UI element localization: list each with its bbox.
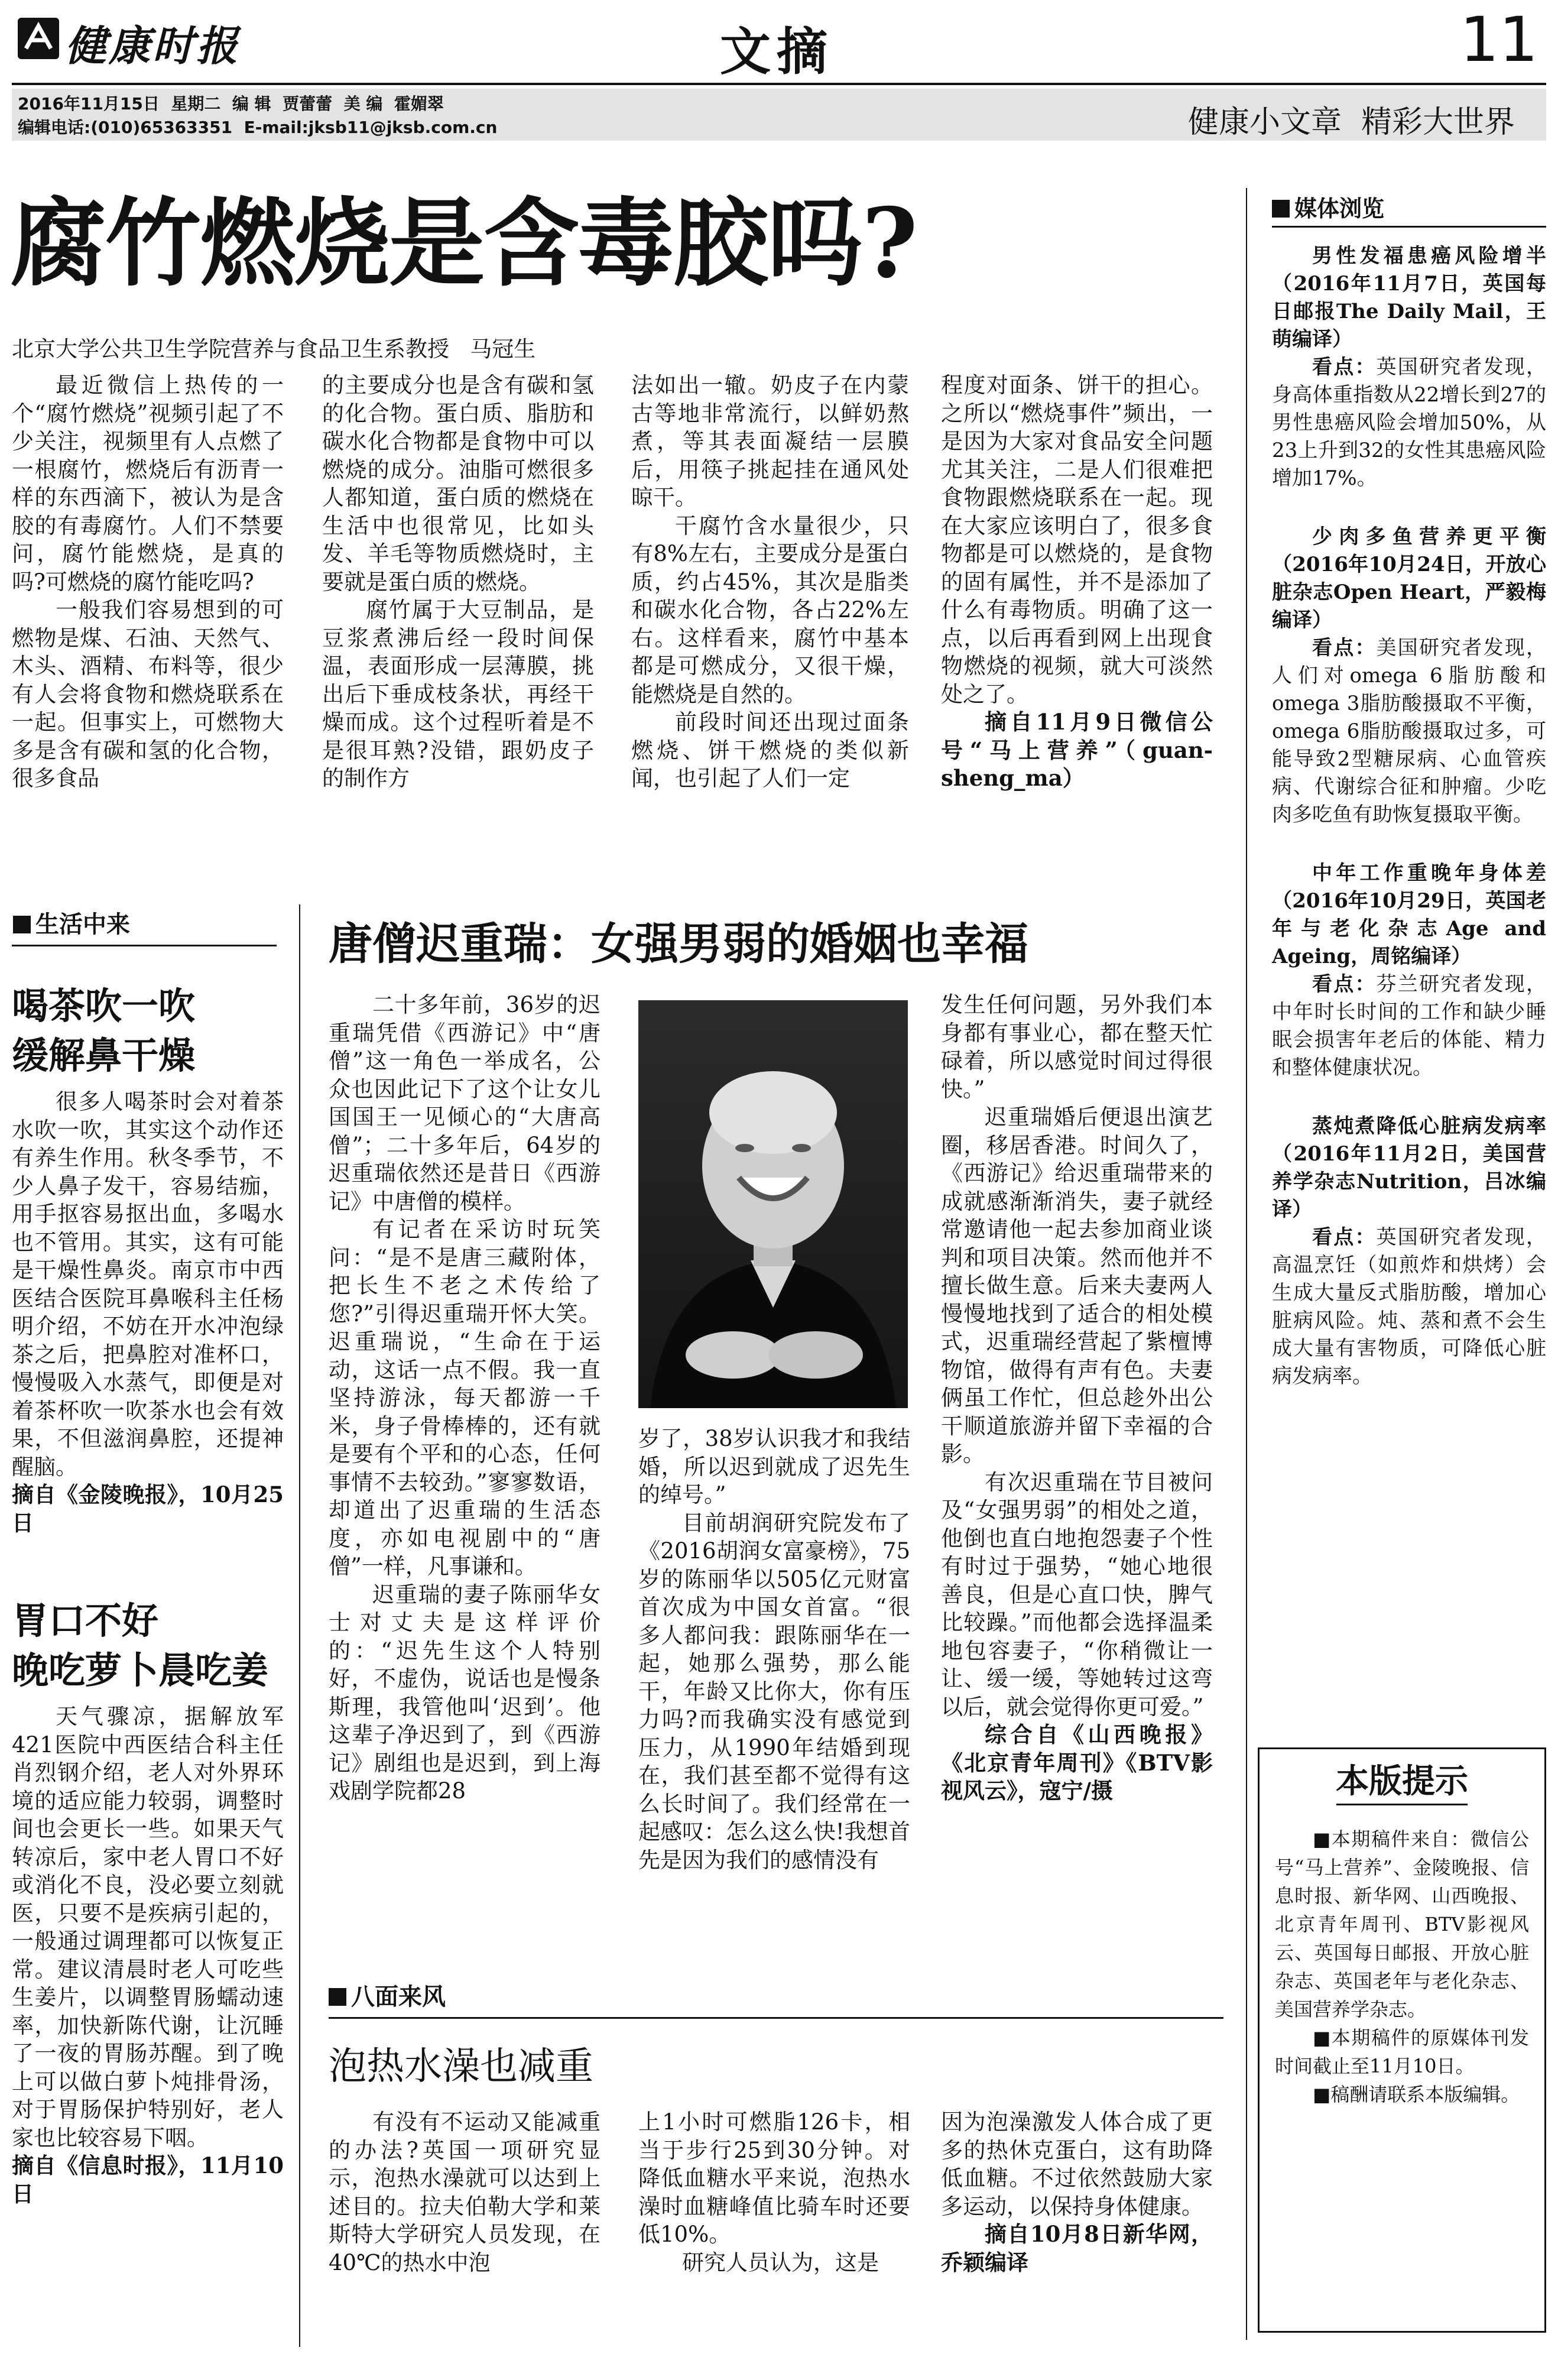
media-item-text: 英国研究者发现，身高体重指数从22增长到27的男性患癌风险会增加50%，从23上升到32的女性其患癌风险增加17%。 [1272,355,1547,490]
media-item-text: 英国研究者发现，高温烹饪（如煎炸和烘烤）会生成大量反式脂肪酸，增加心脏病风险。炖、蒸和煮不会生成大量有害物质，可降低心脏病发病率。 [1272,1225,1547,1388]
lead-byline: 北京大学公共卫生学院营养与食品卫生系教授 马冠生 [12,336,536,362]
bamian-col-2 [638,2108,910,2277]
bamian-source: 摘自10月8日新华网，乔颖编译 [941,2221,1213,2275]
notice-title-rule [1336,1804,1468,1805]
notice-box [1258,1747,1546,2333]
life-article1-paragraph: 很多人喝茶时会对着茶水吹一吹，其实这个动作还有养生作用。秋冬季节，不少人鼻子发干，容易结痂，用手抠容易抠出血，多喝水也不管用。其实，这有可能是干燥性鼻炎。南京市中西医结合医院耳鼻喉科主任杨明介绍，不妨在开水冲泡绿茶之后，把鼻腔对准杯口，慢慢吸入水蒸气，即便是对着茶杯吹一吹茶水也会有效果，不但滋润鼻腔，还提神醒脑。 [12,1089,284,1480]
square-bullet-icon [1272,200,1290,218]
media-item-text: 美国研究者发现，人们对omega 6脂肪酸和omega 3脂肪酸摄取不平衡，omega 6脂肪酸摄取过多，可能导致2型糖尿病、心血管疾病、代谢综合征和肿瘤。少吃肉多吃鱼有助恢复摄取平衡。 [1272,636,1547,826]
notice-item: ■本期稿件的原媒体刊发时间截止至11月10日。 [1275,2026,1529,2077]
life-article2-title [12,1596,268,1695]
story-paragraph: 二十多年前，36岁的迟重瑞凭借《西游记》中“唐僧”这一角色一举成名，公众也因此记下了这个让女儿国国王一见倾心的“大唐高僧”；二十多年后，64岁的迟重瑞依然还是昔日《西游记》中唐僧的模样。 [329,992,601,1214]
lead-col-4 [941,371,1213,793]
slogan: 健康小文章 精彩大世界 [1188,105,1515,140]
notice-list [1275,1825,1529,2109]
story-paragraph: 目前胡润研究院发布了《2016胡润女富豪榜》，75岁的陈丽华以505亿元财富首次成为中国女首富。“很多人都问我：跟陈丽华在一起，她那么强势，那么能干，年龄又比你大，你有压力吗?而我确实没有感觉到压力，从1990年结婚到现在，我们甚至都不觉得有这么长时间了。我们经常在一起感叹：怎么这么快!我想首先是因为我们的感情没有 [638,1510,910,1873]
square-bullet-icon [13,916,31,933]
logo-text: 健康时报 [65,21,240,70]
life-article1-title-line1: 喝茶吹一吹 [12,984,196,1027]
bamian-paragraph: 因为泡澡激发人体合成了更多的热休克蛋白，这有助降低血糖。不过依然鼓励大家多运动，以保持身体健康。 [941,2109,1213,2219]
notice-title: 本版提示 [1336,1762,1468,1801]
media-item-body [1272,634,1546,829]
bamian-paragraph: 上1小时可燃脂126卡，相当于步行25到30分钟。对降低血糖水平来说，泡热水澡时血糖峰值比骑车时还要低10%。 [638,2109,910,2247]
life-article2-title-line1: 胃口不好 [12,1599,159,1642]
column-divider-left [299,904,300,2347]
lead-paragraph: 一般我们容易想到的可燃物是煤、石油、天然气、木头、酒精、布料等，很少有人会将食物和燃烧联系在一起。但事实上，可燃物大多是含有碳和氢的化合物，很多食品 [12,597,284,791]
section-bamian-rule [329,2017,1223,2019]
section-media-rule [1272,226,1546,228]
square-bullet-icon [329,1988,346,2006]
bamian-col-1 [329,2108,601,2277]
story-paragraph: 迟重瑞婚后便退出演艺圈，移居香港。时间久了，《西游记》给迟重瑞带来的成就感渐渐消失，妻子就经常邀请他一起去参加商业谈判和项目决策。然而他并不擅长做生意。后来夫妻两人慢慢地找到了适合的相处模式，迟重瑞经营起了紫檀博物馆，做得有声有色。夫妻俩虽工作忙，但总趁外出公干顺道旅游并留下幸福的合影。 [941,1104,1213,1467]
section-bamian [329,1978,446,2012]
contact-line: 编辑电话:(010)65363351 E-mail:jksb11@jksb.com.cn [18,118,498,137]
life-article2-source: 摘自《信息时报》，11月10日 [12,2152,284,2207]
life-article2-paragraph: 天气骤凉，据解放军421医院中西医结合科主任肖烈钢介绍，老人对外界环境的适应能力较弱，调整时间也会更长一些。如果天气转凉后，家中老人胃口不好或消化不良，没必要立刻就医，只要不是疾病引起的，一般通过调理都可以恢复正常。建议清晨时老人可吃些生姜片，以调整胃肠蠕动速率，加快新陈代谢，让沉睡了一夜的胃肠苏醒。到了晚上可以做白萝卜炖排骨汤，对于胃肠保护特别好，老人家也比较容易下咽。 [12,1704,284,2151]
media-item-body [1272,1224,1546,1390]
media-item [1272,860,1546,1082]
lead-paragraph: 法如出一辙。奶皮子在内蒙古等地非常流行，以鲜奶熬煮，等其表面凝结一层膜后，用筷子挑起挂在通风处晾干。 [631,372,909,510]
story-col-2 [638,1425,910,1874]
media-item-label: 看点： [1312,355,1377,379]
media-item-body [1272,971,1546,1082]
masthead-rule [12,83,1546,85]
lead-source: 摘自11月9日微信公号“马上营养”（guan-sheng_ma） [941,709,1213,791]
lead-col-3 [631,371,909,793]
media-item-text: 芬兰研究者发现，中年时长时间的工作和缺少睡眠会损害年老后的体能、精力和整体健康状况。 [1272,972,1547,1079]
lead-paragraph: 的主要成分也是含有碳和氢的化合物。蛋白质、脂肪和碳水化合物都是食物中可以燃烧的成分。油脂可燃很多人都知道，蛋白质的燃烧在生活中也很常见，比如头发、羊毛等物质燃烧时，主要就是蛋白质的燃烧。 [322,372,594,595]
bamian-paragraph: 有没有不运动又能减重的办法?英国一项研究显示，泡热水澡就可以达到上述目的。拉夫伯勒大学和莱斯特大学研究人员发现，在40℃的热水中泡 [329,2109,601,2275]
media-item-body [1272,354,1546,492]
masthead [0,0,1558,142]
life-article2-title-line2: 晚吃萝卜晨吃姜 [12,1649,269,1692]
life-article1-body [12,1088,284,1537]
story-paragraph: 发生任何问题，另外我们本身都有事业心，都在整天忙碌着，所以感觉时间过得很快。” [941,992,1213,1102]
story-col-1 [329,991,601,1805]
lead-paragraph: 程度对面条、饼干的担心。之所以“燃烧事件”频出，一是因为大家对食品安全问题尤其关注，二是人们很难把食物跟燃烧联系在一起。现在大家应该明白了，很多食物都是可以燃烧的，是食物的固有属性，并不是添加了什么有毒物质。明确了这一点，以后再看到网上出现食物燃烧的视频，就大可淡然处之了。 [941,372,1213,707]
portrait-photo-icon [638,1000,908,1408]
media-list [1272,242,1546,1390]
section-title: 文摘 [720,22,833,82]
story-paragraph: 有记者在采访时玩笑问：“是不是唐三藏附体，把长生不老之术传给了您?”引得迟重瑞开怀大笑。迟重瑞说，“生命在于运动，这话一点不假。我一直坚持游泳，每天都游一千米，身子骨棒棒的，还有就是要有个平和的心态，任何事情不去较劲。”寥寥数语，却道出了迟重瑞的生活态度，亦如电视剧中的“唐僧”一样，凡事谦和。 [329,1217,601,1579]
life-article1-title [12,981,195,1081]
lead-col-2 [322,371,594,793]
section-media [1272,190,1384,223]
story-photo [638,1000,908,1408]
media-item-label: 看点： [1312,1225,1377,1249]
media-item-title: 男性发福患癌风险增半（2016年11月7日，英国每日邮报The Daily Mail，王萌编译） [1272,244,1546,351]
media-item [1272,1113,1546,1390]
column-divider-right [1246,188,1247,2340]
story-headline: 唐僧迟重瑞：女强男弱的婚姻也幸福 [329,919,1028,969]
section-life-rule [12,945,277,946]
media-item-title: 少肉多鱼营养更平衡（2016年10月24日，开放心脏杂志Open Heart，严毅梅编译） [1272,525,1546,632]
notice-item: ■稿酬请联系本版编辑。 [1313,2083,1520,2106]
notice-item: ■本期稿件来自：微信公号“马上营养”、金陵晚报、信息时报、新华网、山西晚报、北京青年周刊、BTV影视风云、英国每日邮报、开放心脏杂志、英国老年与老化杂志、美国营养学杂志。 [1275,1828,1529,2021]
section-bamian-label: 八面来风 [351,1983,446,2011]
lead-paragraph: 最近微信上热传的一个“腐竹燃烧”视频引起了不少关注，视频里有人点燃了一根腐竹，燃烧后有沥青一样的东西滴下，被认为是含胶的有毒腐竹。人们不禁要问，腐竹能燃烧，是真的吗?可燃烧的腐竹能吃吗? [12,372,284,595]
media-item-title: 蒸炖煮降低心脏病发病率（2016年11月2日，美国营养学杂志Nutrition，吕冰编译） [1272,1114,1546,1221]
date-line: 2016年11月15日 星期二 编 辑 贾蕾蕾 美 编 霍媚翠 [18,94,444,114]
lead-headline: 腐竹燃烧是含毒胶吗? [11,187,917,300]
life-article1-source: 摘自《金陵晚报》，10月25日 [12,1481,284,1536]
section-life-label: 生活中来 [35,911,130,938]
media-item [1272,242,1546,492]
media-item-label: 看点： [1312,636,1377,660]
lead-paragraph: 前段时间还出现过面条燃烧、饼干燃烧的类似新闻，也引起了人们一定 [631,709,909,791]
section-media-label: 媒体浏览 [1294,196,1385,222]
bamian-paragraph: 研究人员认为，这是 [682,2249,879,2275]
lead-paragraph: 腐竹属于大豆制品，是豆浆煮沸后经一段时间保温，表面形成一层薄膜，挑出后下垂成枝条状，再经干燥而成。这个过程听着是不是很耳熟?没错，跟奶皮子的制作方 [322,597,594,791]
bamian-col-3 [941,2108,1213,2277]
life-article2-body [12,1703,284,2208]
logo-mark-icon [18,18,59,59]
page-number: 11 [1460,4,1538,76]
media-item-title: 中年工作重晚年身体差（2016年10月29日，英国老年与老化杂志Age and Ageing，周铭编译） [1272,861,1546,968]
lead-col-1 [12,371,284,793]
section-life [13,906,130,939]
story-paragraph: 岁了，38岁认识我才和我结婚，所以迟到就成了迟先生的绰号。” [638,1426,910,1507]
story-paragraph: 迟重瑞的妻子陈丽华女士对丈夫是这样评价的：“迟先生这个人特别好，不虚伪，说话也是慢条斯理，我管他叫‘迟到’。他这辈子净迟到了，到《西游记》剧组也是迟到，到上海戏剧学院都28 [329,1581,601,1804]
story-col-3 [941,991,1213,1805]
media-item [1272,523,1546,829]
life-article1-title-line2: 缓解鼻干燥 [12,1034,196,1077]
story-paragraph: 有次迟重瑞在节目被问及“女强男弱”的相处之道，他倒也直白地抱怨妻子个性有时过于强势，“她心地很善良，但是心直口快，脾气比较躁。”而他都会选择温柔地包容妻子，“你稍微让一让、缓一缓，等她转过这弯以后，就会觉得你更可爱。” [941,1469,1213,1720]
media-item-label: 看点： [1312,972,1377,996]
lead-paragraph: 干腐竹含水量很少，只有8%左右，主要成分是蛋白质，约占45%，其次是脂类和碳水化合物，各占22%左右。这样看来，腐竹中基本都是可燃成分，又很干燥，能燃烧是自然的。 [631,513,909,707]
bamian-headline: 泡热水澡也减重 [329,2045,593,2089]
story-source: 综合自《山西晚报》《北京青年周刊》《BTV影视风云》，寇宁/摄 [941,1721,1213,1804]
